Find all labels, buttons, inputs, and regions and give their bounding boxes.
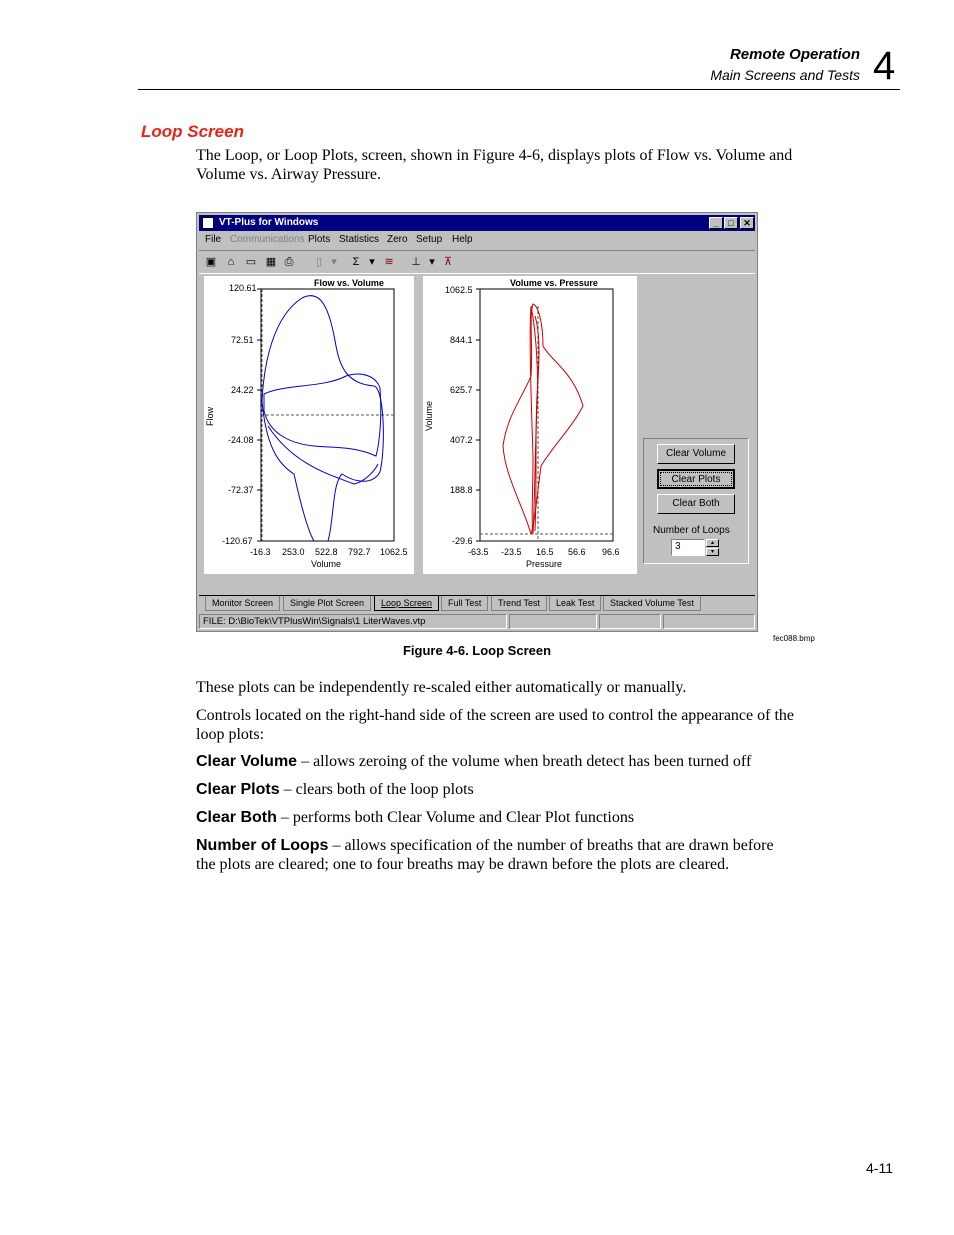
definition-item [196,808,821,827]
graph-icon[interactable]: ⊼ [443,256,453,268]
tab-single-plot-screen[interactable]: Single Plot Screen [283,596,371,611]
y-tick-label: -29.6 [452,536,473,546]
menu-help[interactable]: Help [452,234,473,245]
x-tick-label: 16.5 [536,547,554,557]
page-number: 4-11 [866,1160,893,1176]
status-cell [599,614,661,629]
y-axis-label: Volume [424,400,434,431]
running-header-title: Remote Operation [729,46,860,63]
flow-volume-plot [204,276,414,574]
print-icon[interactable]: ⎙ [284,256,294,268]
x-tick-label: 792.7 [348,547,371,557]
definition-text: – clears both of the loop plots [279,781,474,798]
wave-icon[interactable]: ≋ [384,256,394,268]
tab-full-test[interactable]: Full Test [441,596,488,611]
plot-title: Volume vs. Pressure [510,278,598,288]
tab-stacked-volume-test[interactable]: Stacked Volume Test [603,596,701,611]
minimize-icon[interactable]: _ [709,217,723,229]
chapter-number: 4 [873,44,896,88]
header-rule [138,89,900,90]
close-icon[interactable]: ✕ [740,217,754,229]
definition-term: Clear Volume [196,753,298,770]
y-tick-label: 120.61 [229,283,257,293]
section-title: Loop Screen [141,122,244,141]
definition-item [196,836,786,874]
x-axis-label: Pressure [526,559,563,569]
tab-monitor-screen[interactable]: Monitor Screen [205,596,280,611]
definition-term: Number of Loops [196,837,329,854]
menu-communications[interactable]: Communications [230,234,305,245]
tab-leak-test[interactable]: Leak Test [549,596,601,611]
status-cell [509,614,597,629]
app-icon [202,217,214,229]
screen-tabs [199,595,755,612]
y-tick-label: 188.8 [450,485,473,495]
running-header-subtitle: Main Screens and Tests [710,67,860,83]
window-title: VT-Plus for Windows [219,217,319,228]
status-file: FILE: D:\BioTek\VTPlusWin\Signals\1 LiterWaves.vtp [199,614,507,629]
plot-title: Flow vs. Volume [314,278,384,288]
number-of-loops-input[interactable]: 3 [671,539,705,556]
definition-text: – allows specification of the number of breaths that are drawn before the plots are cleared; one to four breaths may be drawn before the plots are cleared. [196,837,774,873]
menu-statistics[interactable]: Statistics [339,234,380,245]
save-icon[interactable]: ▣ [205,256,217,268]
maximize-icon[interactable]: □ [724,217,738,229]
volume-pressure-plot [423,276,637,574]
dropdown-arrow-icon[interactable]: ▾ [369,256,375,268]
x-tick-label: 96.6 [602,547,620,557]
figure-file-label: fec088.bmp [773,634,815,643]
definition-item [196,752,821,771]
spin-up-icon[interactable]: ▴ [706,539,719,547]
pause-icon[interactable]: ▯ [315,256,323,268]
y-tick-label: 1062.5 [445,285,473,295]
definition-text: – allows zeroing of the volume when breath detect has been turned off [297,753,752,770]
figure-caption: Figure 4-6. Loop Screen [402,643,552,658]
y-axis-label: Flow [205,406,215,426]
sum-icon[interactable]: Σ [352,256,360,268]
clear-both-button[interactable]: Clear Both [657,494,735,514]
dropdown-arrow-icon[interactable]: ▾ [429,256,435,268]
tab-trend-test[interactable]: Trend Test [491,596,547,611]
spin-down-icon[interactable]: ▾ [706,548,719,556]
clear-volume-button[interactable]: Clear Volume [657,444,735,464]
body-paragraph: These plots can be independently re-scaled either automatically or manually. [196,679,687,696]
menubar [199,232,755,248]
number-of-loops-label: Number of Loops [653,525,730,536]
x-tick-label: 1062.5 [380,547,408,557]
open-folder-icon[interactable]: ⌂ [227,256,235,268]
table-icon[interactable]: ▦ [265,256,277,268]
definition-item [196,780,821,799]
x-tick-label: 253.0 [282,547,305,557]
y-tick-label: 844.1 [450,335,473,345]
dropdown-arrow-icon[interactable]: ▾ [331,256,337,268]
clear-plots-button[interactable]: Clear Plots [657,469,735,489]
x-tick-label: -16.3 [250,547,271,557]
definition-text: – performs both Clear Volume and Clear Plot functions [276,809,635,826]
y-tick-label: 24.22 [231,385,254,395]
trigger-icon[interactable]: ⊥ [411,256,421,268]
y-tick-label: 625.7 [450,385,473,395]
menu-zero[interactable]: Zero [387,234,408,245]
x-tick-label: 522.8 [315,547,338,557]
tab-loop-screen[interactable]: Loop Screen [374,596,439,611]
x-tick-label: 56.6 [568,547,586,557]
x-tick-label: -63.5 [468,547,489,557]
toolbar [199,250,755,274]
menu-plots[interactable]: Plots [308,234,331,245]
y-tick-label: 407.2 [450,435,473,445]
y-tick-label: 72.51 [231,335,254,345]
app-window [196,212,758,632]
definition-term: Clear Both [196,809,277,826]
intro-paragraph: The Loop, or Loop Plots, screen, shown in Figure 4-6, displays plots of Flow vs. Volume and Volume vs. Airway Pressure. [196,147,793,183]
y-tick-label: -72.37 [228,485,254,495]
window-titlebar [199,215,755,231]
y-tick-label: -24.08 [228,435,254,445]
status-bar [199,614,755,630]
definition-term: Clear Plots [196,781,280,798]
x-axis-label: Volume [311,559,342,569]
status-cell [663,614,755,629]
x-tick-label: -23.5 [501,547,522,557]
body-paragraph: Controls located on the right-hand side of the screen are used to control the appearance of the loop plots: [196,707,794,743]
folder-icon[interactable]: ▭ [245,256,257,268]
menu-file[interactable]: File [205,234,222,245]
menu-setup[interactable]: Setup [416,234,443,245]
y-tick-label: -120.67 [222,536,253,546]
loop-controls-panel [643,438,749,564]
